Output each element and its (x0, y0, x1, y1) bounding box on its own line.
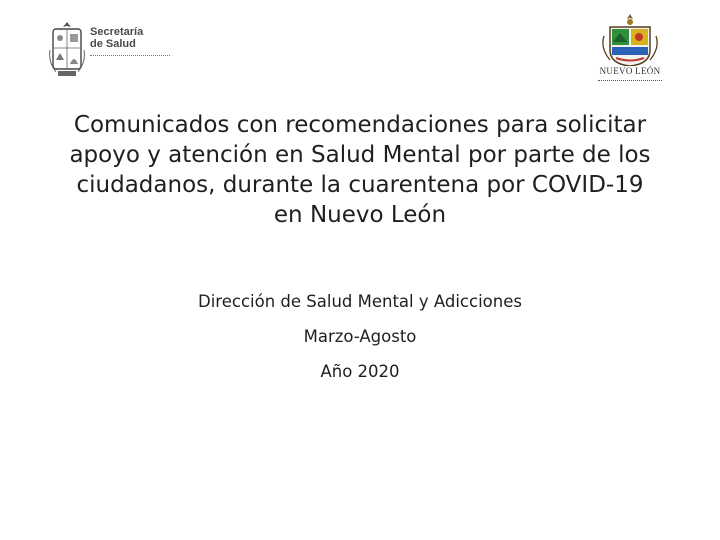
slide-title: Comunicados con recomendaciones para solicitar apoyo y atención en Salud Mental por parte de los ciudadanos, durante la cuarentena por COVID-19 en Nuevo León (69, 112, 651, 228)
nuevo-leon-logo (592, 14, 668, 94)
secretaria-de-salud-logo (48, 20, 178, 80)
nuevo-leon-shield-icon (592, 14, 668, 66)
org-name: Secretaría de Salud (90, 26, 144, 50)
org-subtitle-line (90, 55, 170, 59)
year-line: Año 2020 (320, 362, 400, 381)
state-coat-of-arms-icon (48, 20, 86, 78)
period-line: Marzo-Agosto (303, 327, 417, 346)
state-subtitle-line (598, 80, 662, 83)
department-line: Dirección de Salud Mental y Adicciones (198, 292, 522, 311)
slide-subtitle (60, 284, 660, 389)
state-name: NUEVO LEÓN (599, 66, 661, 76)
